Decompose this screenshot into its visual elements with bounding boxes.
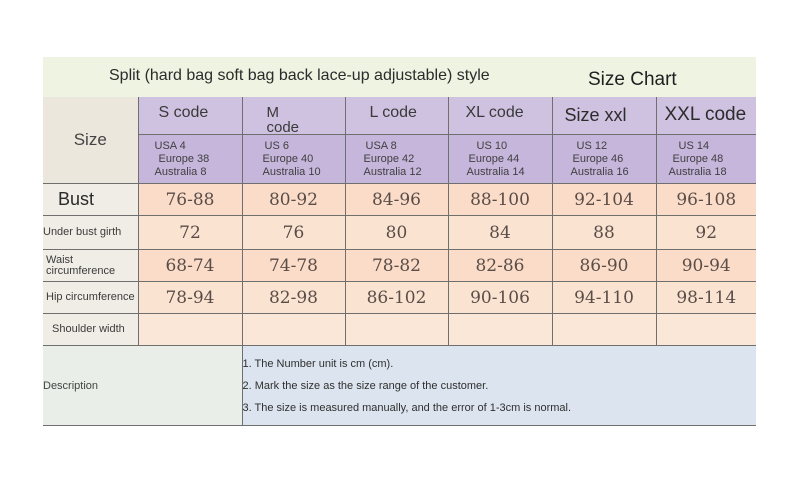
- title-row: [43, 57, 756, 98]
- description-notes: [242, 346, 756, 426]
- size-header: Size: [43, 97, 138, 184]
- table-cell: 74-78: [242, 250, 345, 282]
- table-cell: 90-94: [656, 250, 756, 282]
- table-row: [43, 282, 756, 314]
- table-row: [43, 216, 756, 250]
- row-label-bust: Bust: [43, 184, 138, 216]
- size-table: [43, 97, 756, 426]
- chart-title-right: Size Chart: [588, 69, 677, 90]
- description-note: 2. Mark the size as the size range of the customer.: [242, 379, 489, 392]
- region-sizes: US 10 Europe 44 Australia 14: [448, 135, 552, 184]
- table-cell: 78-82: [345, 250, 448, 282]
- description-fade: [139, 346, 239, 425]
- table-cell: 80: [345, 216, 448, 250]
- region-sizes: USA 8 Europe 42 Australia 12: [345, 135, 448, 184]
- table-cell: 84-96: [345, 184, 448, 216]
- table-cell: [138, 314, 242, 346]
- table-cell: [242, 314, 345, 346]
- table-cell: 82-98: [242, 282, 345, 314]
- table-cell: 88-100: [448, 184, 552, 216]
- table-cell: [345, 314, 448, 346]
- header-row-codes: [43, 97, 756, 135]
- code-header: L code: [345, 97, 448, 135]
- description-label: Description: [43, 346, 242, 426]
- chart-title: Split (hard bag soft bag back lace-up adjustable) style: [109, 67, 490, 84]
- row-label-waist: Waist circumference: [43, 250, 138, 282]
- row-label-under-bust: Under bust girth: [43, 216, 138, 250]
- table-row: [43, 314, 756, 346]
- table-row: [43, 250, 756, 282]
- table-cell: 86-90: [552, 250, 656, 282]
- table-cell: 90-106: [448, 282, 552, 314]
- table-cell: 68-74: [138, 250, 242, 282]
- table-cell: [656, 314, 756, 346]
- description-note: 3. The size is measured manually, and the error of 1-3cm is normal.: [242, 401, 572, 414]
- table-cell: 76: [242, 216, 345, 250]
- region-sizes: US 14 Europe 48 Australia 18: [656, 135, 756, 184]
- table-cell: 92-104: [552, 184, 656, 216]
- code-header: M code: [242, 97, 345, 135]
- table-cell: 98-114: [656, 282, 756, 314]
- table-cell: 92: [656, 216, 756, 250]
- table-cell: 72: [138, 216, 242, 250]
- table-cell: [448, 314, 552, 346]
- description-row: [43, 346, 756, 426]
- table-cell: 80-92: [242, 184, 345, 216]
- code-header: S code: [138, 97, 242, 135]
- row-label-hip: Hip circumference: [43, 282, 138, 314]
- table-cell: 86-102: [345, 282, 448, 314]
- table-cell: 76-88: [138, 184, 242, 216]
- code-header: XXL code: [656, 97, 756, 135]
- header-row-regions: [43, 135, 756, 184]
- table-cell: [552, 314, 656, 346]
- code-header: Size xxl: [552, 97, 656, 135]
- code-header: XL code: [448, 97, 552, 135]
- description-note: 1. The Number unit is cm (cm).: [242, 357, 394, 370]
- table-cell: 84: [448, 216, 552, 250]
- table-cell: 82-86: [448, 250, 552, 282]
- region-sizes: US 6 Europe 40 Australia 10: [242, 135, 345, 184]
- table-row: [43, 184, 756, 216]
- table-cell: 94-110: [552, 282, 656, 314]
- table-cell: 88: [552, 216, 656, 250]
- region-sizes: USA 4 Europe 38 Australia 8: [138, 135, 242, 184]
- region-sizes: US 12 Europe 46 Australia 16: [552, 135, 656, 184]
- size-chart: [43, 57, 756, 425]
- table-cell: 78-94: [138, 282, 242, 314]
- table-cell: 96-108: [656, 184, 756, 216]
- row-label-shoulder: Shoulder width: [43, 314, 138, 346]
